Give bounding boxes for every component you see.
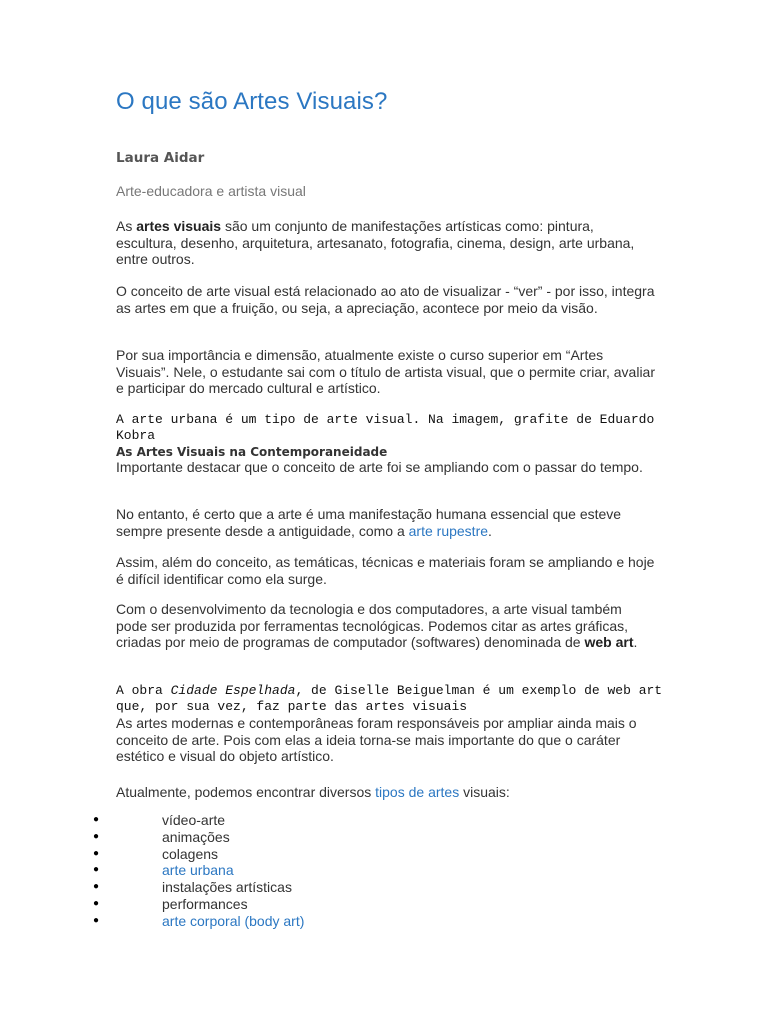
link-tipos-de-artes[interactable]: tipos de artes [375,784,460,800]
author-name: Laura Aidar [116,150,205,166]
paragraph-technology [116,601,656,651]
bullet-icon: ● [93,847,100,859]
paragraph-themes: Assim, além do conceito, as temáticas, técnicas e materiais foram se ampliando e hoje é difícil identificar como ela surge. [116,554,655,587]
bullet-icon: ● [93,881,100,893]
intro-text-after: são um conjunto de manifestações artísticas como: pintura, escultura, desenho, arquitetura, artesanato, fotografia, cinema, design, arte urbana, entre outros. [116,218,635,267]
list-item-label: animações [162,828,230,845]
visual-arts-types-list [0,812,768,930]
list-item-label: performances [162,895,248,912]
web-art-bold-term: web art [584,634,634,650]
image-caption-urban-art: A arte urbana é um tipo de arte visual. Na imagem, grafite de Eduardo Kobra [116,412,655,443]
paragraph-course: Por sua importância e dimensão, atualmente existe o curso superior em “Artes Visuais”. Nele, o estudante sai com o título de artista visual, que o permite criar, avaliar e participar do mercado cultural e artístico. [116,347,656,396]
link-arte-corporal[interactable]: arte corporal (body art) [162,912,305,929]
para7-text-before: Com o desenvolvimento da tecnologia e dos computadores, a arte visual também pode ser produzida por ferramentas tecnológicas. Podemos citar as artes gráficas, criadas por meio de programas de computador (softwares) denominada de [116,601,629,650]
list-item [0,812,768,829]
image-caption-web-art [116,683,666,715]
caption2-text-after: , de Giselle Beiguelman é um exemplo de web art que, por sua vez, faz parte das artes visuais [116,683,663,714]
bullet-icon: ● [93,914,100,926]
list-item [0,879,768,896]
bullet-icon: ● [93,864,100,876]
intro-bold-term: artes visuais [136,218,222,234]
paragraph-types-intro [116,784,656,801]
paragraph-expansion: Importante destacar que o conceito de arte foi se ampliando com o passar do tempo. [116,459,643,475]
paragraph-rupestre [116,506,656,539]
bullet-icon: ● [93,897,100,909]
paragraph-concept: O conceito de arte visual está relacionado ao ato de visualizar - “ver” - por isso, integra as artes em que a fruição, ou seja, a apreciação, acontece por meio da visão. [116,283,655,316]
intro-text-before: As [116,218,137,234]
list-item-label: vídeo-arte [162,812,226,828]
para9-text-after: visuais: [459,784,510,800]
section-heading: As Artes Visuais na Contemporaneidade [116,445,388,459]
para9-text-before: Atualmente, podemos encontrar diversos [116,784,376,800]
para5-text-before: No entanto, é certo que a arte é uma manifestação humana essencial que esteve sempre presente desde a antiguidade, como a [116,506,622,539]
list-item [0,896,768,913]
link-arte-urbana[interactable]: arte urbana [162,862,234,879]
list-item [0,829,768,846]
caption2-text-before: A obra [116,683,171,698]
author-role: Arte-educadora e artista visual [116,183,306,199]
bullet-icon: ● [93,830,100,842]
intro-paragraph [116,218,656,268]
page-title: O que são Artes Visuais? [116,88,388,115]
list-item-label: instalações artísticas [162,879,292,896]
list-item [0,862,768,879]
artwork-title: Cidade Espelhada [170,683,296,698]
bullet-icon: ● [93,814,100,825]
list-item-label: colagens [162,845,219,862]
link-arte-rupestre[interactable]: arte rupestre [408,522,489,539]
para5-text-after: . [488,522,492,539]
para7-text-after: . [633,634,638,650]
list-item [0,913,768,930]
list-item [0,846,768,863]
paragraph-modern-art: As artes modernas e contemporâneas foram responsáveis por ampliar ainda mais o conceito de arte. Pois com elas a ideia torna-se mais importante do que o caráter estético e visual do objeto artístico. [116,715,637,764]
